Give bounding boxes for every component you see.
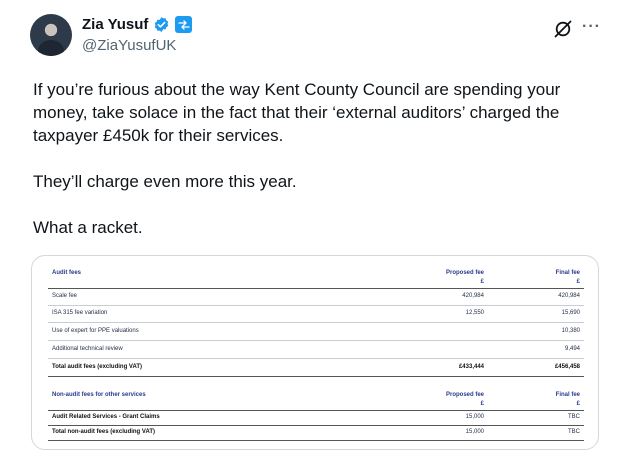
table-cell: 15,690 <box>561 310 580 316</box>
table-cell: TBC <box>568 429 580 435</box>
table-header-unit: £ <box>576 279 580 285</box>
table-cell: 15,000 <box>465 429 484 435</box>
avatar[interactable] <box>30 14 72 56</box>
table-row <box>48 328 584 340</box>
table-cell: 420,984 <box>558 293 580 299</box>
display-name[interactable]: Zia Yusuf <box>82 16 149 33</box>
post-line: money, take solace in the fact that their ‘external auditors’ charged the <box>33 103 560 122</box>
table-header-units <box>48 401 584 413</box>
table-cell: £433,444 <box>458 364 484 370</box>
table-cell: Total audit fees (excluding VAT) <box>52 364 143 370</box>
grok-icon[interactable] <box>553 19 573 39</box>
table-cell: ISA 315 fee variation <box>52 310 108 316</box>
affiliation-badge-icon[interactable] <box>175 16 192 33</box>
table-cell: 15,000 <box>465 414 484 420</box>
table-header-unit: £ <box>480 279 484 285</box>
author-name-row <box>82 16 192 33</box>
table-cell: TBC <box>568 414 580 420</box>
post-line: What a racket. <box>33 218 143 237</box>
table-total-row <box>48 364 584 376</box>
table-cell: Use of expert for PPE valuations <box>52 328 139 334</box>
post-text <box>33 78 593 239</box>
table-header-proposed: Proposed fee <box>445 392 484 398</box>
table-header-label: Audit fees <box>52 270 82 276</box>
author-handle[interactable]: @ZiaYusufUK <box>82 37 177 54</box>
table-header-final: Final fee <box>555 392 580 398</box>
more-options-icon[interactable]: ··· <box>582 18 601 35</box>
table-cell: 420,984 <box>462 293 484 299</box>
post-line: If you’re furious about the way Kent County Council are spending your <box>33 80 561 99</box>
table-header-units <box>48 279 584 291</box>
table-cell: £456,458 <box>554 364 580 370</box>
table-cell: Scale fee <box>52 293 78 299</box>
table-cell: Additional technical review <box>52 346 123 352</box>
affiliation-arrow-icon <box>178 20 190 30</box>
table-cell: Audit Related Services - Grant Claims <box>52 414 160 420</box>
table-header-unit: £ <box>480 401 484 407</box>
table-row <box>48 310 584 322</box>
table-cell: Total non-audit fees (excluding VAT) <box>52 429 155 435</box>
table-row <box>48 346 584 358</box>
post-line: taxpayer £450k for their services. <box>33 126 284 145</box>
table-cell: 9,494 <box>564 346 580 352</box>
table-header-unit: £ <box>576 401 580 407</box>
table-header-proposed: Proposed fee <box>445 270 484 276</box>
table-header-final: Final fee <box>555 270 580 276</box>
post-line: They’ll charge even more this year. <box>33 172 297 191</box>
verified-badge-icon[interactable] <box>153 16 170 33</box>
table-header-label: Non-audit fees for other services <box>52 392 146 398</box>
table-cell: 10,380 <box>561 328 580 334</box>
table-cell: 12,550 <box>465 310 484 316</box>
table-row <box>48 293 584 305</box>
post-image[interactable] <box>31 255 599 450</box>
